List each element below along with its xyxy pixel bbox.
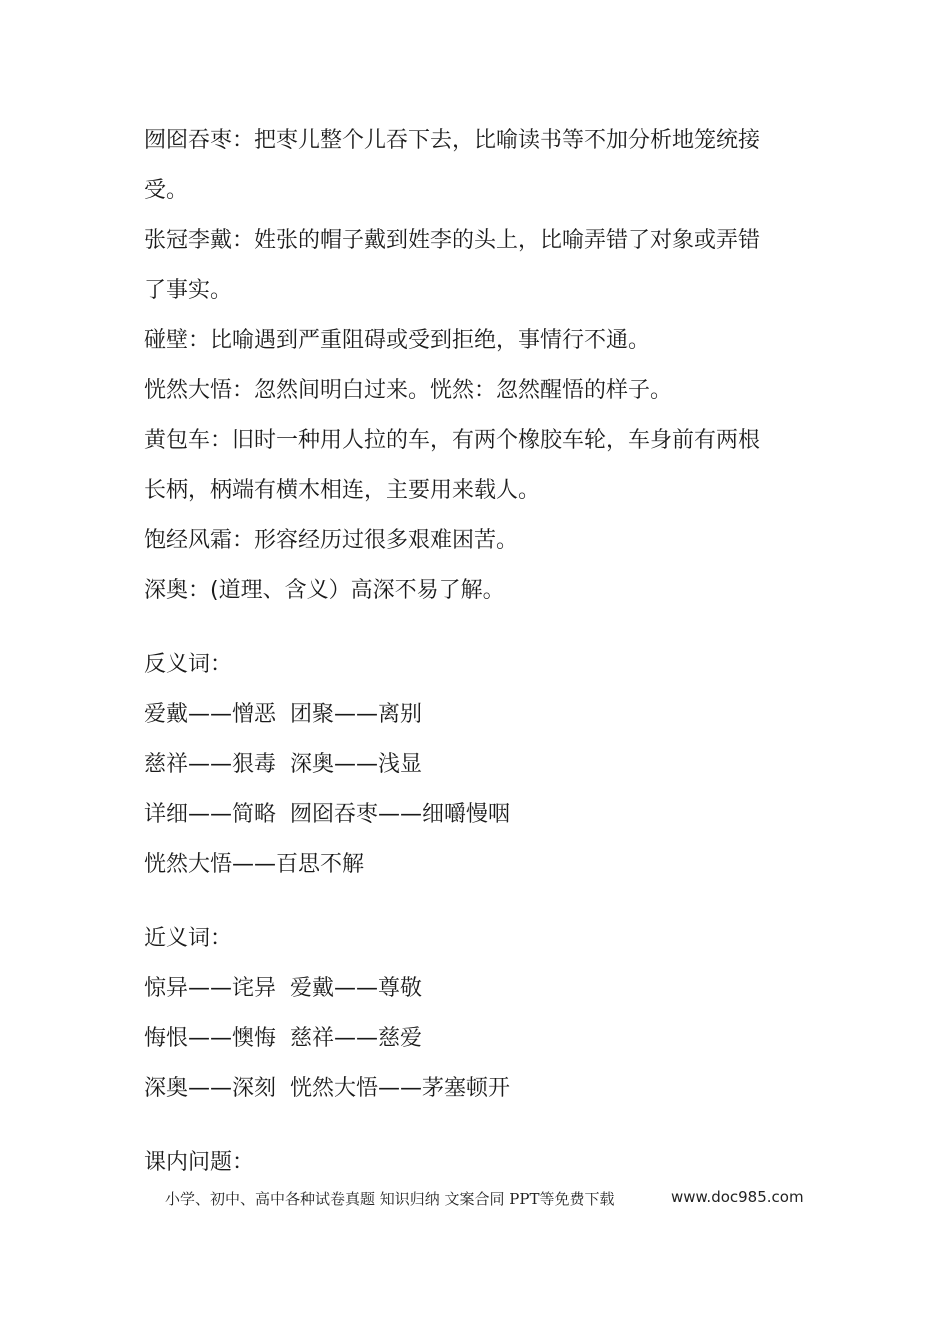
definition-line: 恍然大悟：忽然间明白过来。恍然：忽然醒悟的样子。 (144, 378, 673, 403)
definition-line: 了事实。 (144, 278, 233, 303)
antonym-pair: 恍然大悟——百思不解 (144, 852, 365, 877)
antonym-pair: 爱戴——憎恶 (144, 702, 277, 727)
synonym-pair: 惊异——诧异 (144, 976, 277, 1001)
synonym-row (144, 964, 804, 1014)
definition-line: 长柄，柄端有横木相连，主要用来载人。 (144, 478, 541, 503)
footer-text: 小学、初中、高中各种试卷真题 知识归纳 文案合同 PPT等免费下载 (165, 1190, 615, 1208)
antonym-pair: 团聚——离别 (290, 702, 423, 727)
antonym-pair: 囫囵吞枣——细嚼慢咽 (290, 802, 511, 827)
synonym-pair: 慈祥——慈爱 (290, 1026, 423, 1051)
antonyms-heading: 反义词： (144, 652, 233, 677)
definition-line: 张冠李戴：姓张的帽子戴到姓李的头上，比喻弄错了对象或弄错 (144, 228, 761, 253)
footer-url[interactable]: www.doc985.com (671, 1188, 804, 1206)
synonym-pair: 恍然大悟——茅塞顿开 (290, 1076, 511, 1101)
antonym-pair: 详细——简略 (144, 802, 277, 827)
synonym-pair: 悔恨——懊悔 (144, 1026, 277, 1051)
antonym-row (144, 690, 804, 740)
definition-line: 深奥：(道理、含义）高深不易了解。 (144, 578, 505, 603)
questions-heading: 课内问题： (144, 1150, 255, 1175)
antonym-row (144, 790, 804, 840)
antonym-row (144, 740, 804, 790)
synonym-row (144, 1064, 804, 1114)
definition-line: 饱经风霜：形容经历过很多艰难困苦。 (144, 528, 519, 553)
antonym-row (144, 840, 804, 890)
definition-line: 受。 (144, 178, 189, 203)
synonym-pair: 深奥——深刻 (144, 1076, 277, 1101)
page-footer (165, 1188, 805, 1209)
definition-line: 碰壁：比喻遇到严重阻碍或受到拒绝，事情行不通。 (144, 328, 651, 353)
definition-line: 黄包车：旧时一种用人拉的车，有两个橡胶车轮，车身前有两根 (144, 428, 761, 453)
definition-line: 囫囵吞枣：把枣儿整个儿吞下去，比喻读书等不加分析地笼统接 (144, 128, 761, 153)
synonym-row (144, 1014, 804, 1064)
synonym-pair: 爱戴——尊敬 (290, 976, 423, 1001)
antonym-pair: 深奥——浅显 (290, 752, 423, 777)
content-body (144, 116, 804, 1188)
antonym-pair: 慈祥——狠毒 (144, 752, 277, 777)
synonyms-heading: 近义词： (144, 926, 233, 951)
